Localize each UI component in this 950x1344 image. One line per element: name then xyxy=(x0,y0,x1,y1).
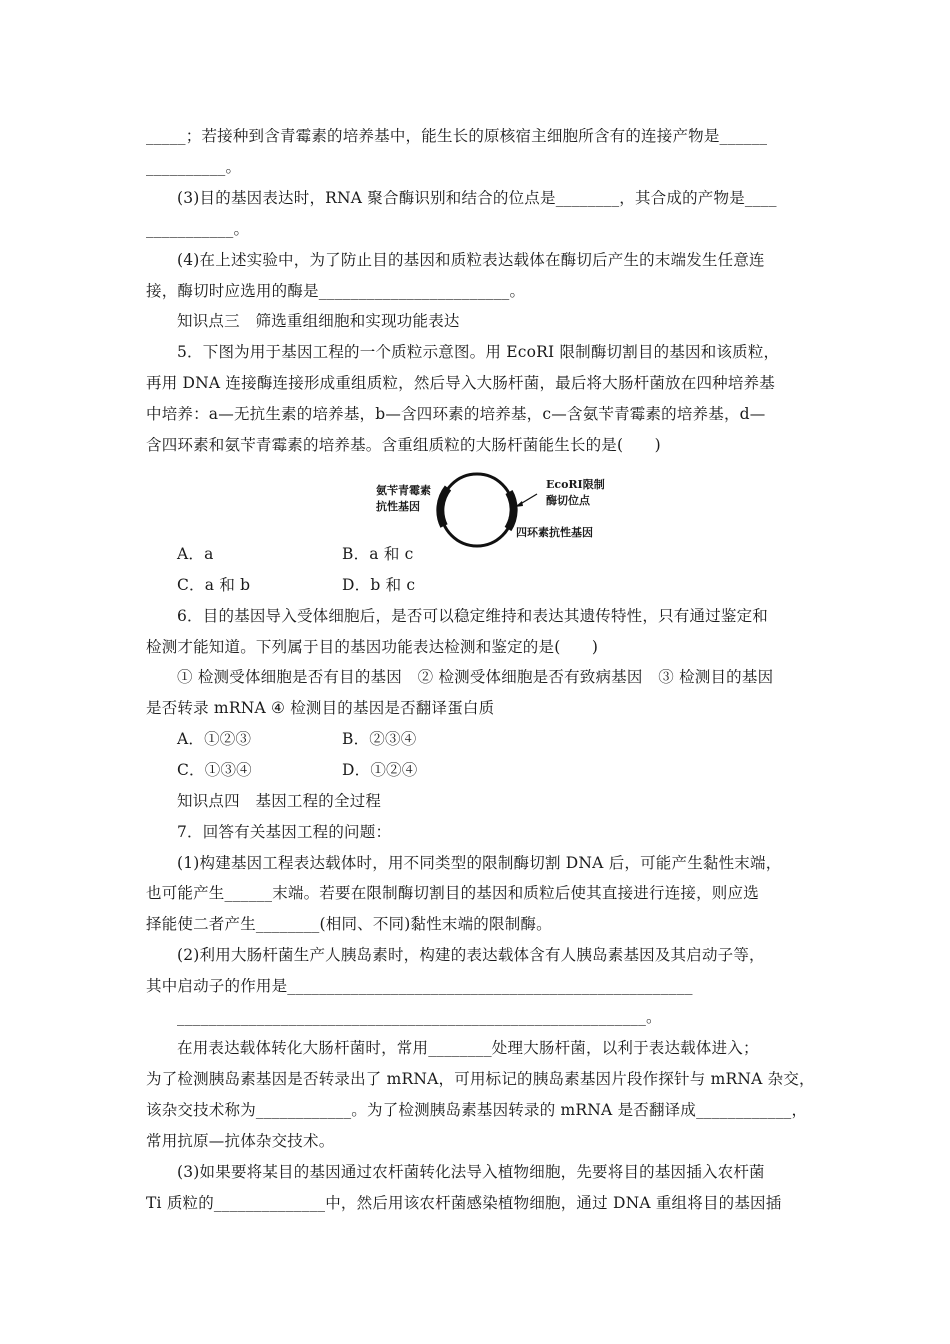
section-heading: 知识点三 筛选重组细胞和实现功能表达 xyxy=(177,312,460,330)
text-line: (4)在上述实验中，为了防止目的基因和质粒表达载体在酶切后产生的末端发生任意连 xyxy=(177,251,765,269)
text-line: 中培养：a—无抗生素的培养基，b—含四环素的培养基，c—含氨苄青霉素的培养基，d— xyxy=(146,405,766,423)
text-line: 该杂交技术称为____________。为了检测胰岛素基因转录的 mRNA 是否翻译成____________， xyxy=(146,1101,808,1119)
text-line: 为了检测胰岛素基因是否转录出了 mRNA，可用标记的胰岛素基因片段作探针与 mRNA 杂交， xyxy=(146,1070,815,1088)
text-line: 是否转录 mRNA ④ 检测目的基因是否翻译蛋白质 xyxy=(146,699,495,717)
text-line: (2)利用大肠杆菌生产人胰岛素时，构建的表达载体含有人胰岛素基因及其启动子等， xyxy=(177,946,765,964)
figure-label: 氨苄青霉素 xyxy=(376,484,431,497)
choice-c: C．a 和 b xyxy=(177,576,251,594)
text-line: __________。 xyxy=(146,158,242,176)
choice-b: B．a 和 c xyxy=(342,545,414,563)
section-heading: 知识点四 基因工程的全过程 xyxy=(177,792,382,810)
text-line: (3)如果要将某目的基因通过农杆菌转化法导入植物细胞，先要将目的基因插入农杆菌 xyxy=(177,1163,765,1181)
text-line: (1)构建基因工程表达载体时，用不同类型的限制酶切割 DNA 后，可能产生黏性末端， xyxy=(177,854,782,872)
question-6: 6．目的基因导入受体细胞后，是否可以稳定维持和表达其遗传特性，只有通过鉴定和 xyxy=(177,607,768,625)
text-line: Ti 质粒的______________中，然后用该农杆菌感染植物细胞，通过 DNA 重组将目的基因插 xyxy=(146,1194,782,1212)
figure-label: 酶切位点 xyxy=(546,494,590,507)
figure-label: EcoRI限制 xyxy=(546,478,605,491)
choice-d: D．b 和 c xyxy=(342,576,416,594)
text-line: 择能使二者产生________(相同、不同)黏性末端的限制酶。 xyxy=(146,915,552,933)
text-line: 接，酶切时应选用的酶是________________________。 xyxy=(146,282,526,300)
question-5: 5．下图为用于基因工程的一个质粒示意图。用 EcoRⅠ 限制酶切割目的基因和该质粒， xyxy=(177,343,780,361)
choice-a: A．①②③ xyxy=(177,730,252,748)
text-line: 检测才能知道。下列属于目的基因功能表达检测和鉴定的是( ) xyxy=(146,638,599,656)
text-line: 常用抗原—抗体杂交技术。 xyxy=(146,1132,335,1150)
choice-b: B．②③④ xyxy=(342,730,417,748)
choice-d: D．①②④ xyxy=(342,761,418,779)
text-line: 也可能产生______末端。若要在限制酶切割目的基因和质粒后使其直接进行连接，则应选 xyxy=(146,884,759,902)
text-line: ① 检测受体细胞是否有目的基因 ② 检测受体细胞是否有致病基因 ③ 检测目的基因 xyxy=(177,668,774,686)
choice-c: C．①③④ xyxy=(177,761,252,779)
text-line: 含四环素和氨苄青霉素的培养基。含重组质粒的大肠杆菌能生长的是( ) xyxy=(146,436,661,454)
question-7: 7．回答有关基因工程的问题： xyxy=(177,823,392,841)
text-line: 再用 DNA 连接酶连接形成重组质粒，然后导入大肠杆菌，最后将大肠杆菌放在四种培养基 xyxy=(146,374,775,392)
plasmid-ring xyxy=(441,474,513,546)
ampicillin-gene-segment xyxy=(440,488,448,526)
tetracycline-gene-segment xyxy=(508,492,514,529)
choice-a: A．a xyxy=(177,545,214,563)
text-line: _____；若接种到含青霉素的培养基中，能生长的原核宿主细胞所含有的连接产物是______ xyxy=(146,127,768,145)
text-line: (3)目的基因表达时，RNA 聚合酶识别和结合的位点是________，其合成的产物是____ xyxy=(177,189,777,207)
figure-label: 抗性基因 xyxy=(376,500,420,513)
text-line: ___________。 xyxy=(146,220,250,238)
text-line: 在用表达载体转化大肠杆菌时，常用________处理大肠杆菌，以利于表达载体进入； xyxy=(177,1039,759,1057)
figure-label: 四环素抗性基因 xyxy=(516,526,593,539)
text-line: ___________________________________________________________。 xyxy=(177,1008,662,1026)
text-line: 其中启动子的作用是___________________________________________________ xyxy=(146,977,693,995)
